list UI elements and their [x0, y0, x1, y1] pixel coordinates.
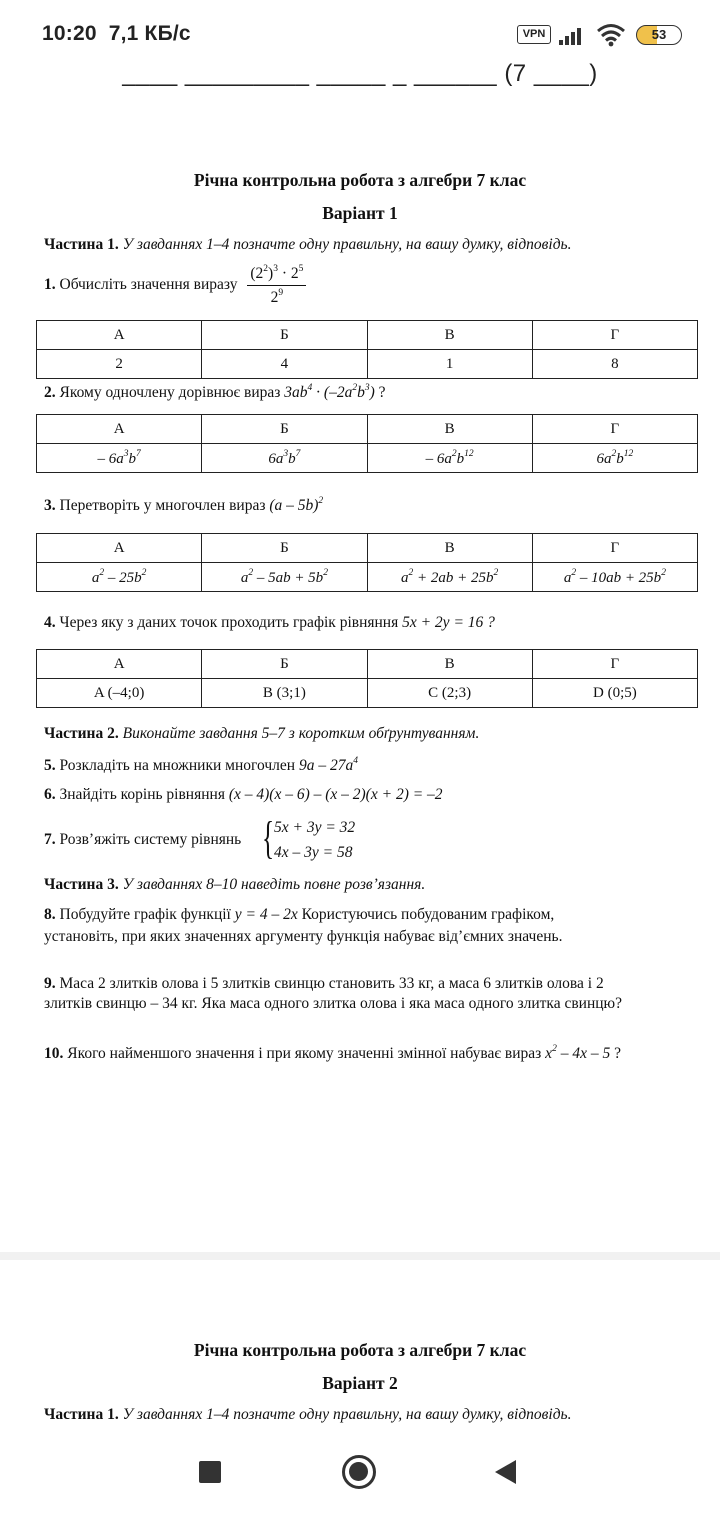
wifi-icon [596, 23, 626, 47]
question-8: 8. Побудуйте графік функції y = 4 – 2x Користуючись побудованим графіком, [44, 906, 555, 923]
table-row: – $6a^3b^7$ $6a^3b^7$ – $6a^2b^{12}$ $6a^2b^{12}$ [37, 444, 698, 473]
table-row: $a^2 - 25b^2$ $a^2 - 5ab + 5b^2$ $a^2 + 2ab + 25b^2$ $a^2 - 10ab + 25b^2$ [37, 563, 698, 592]
question-2: 2. Якому одночлену дорівнює вираз $3ab^4 \cdot (-2a^2b^3)$ ? [44, 383, 386, 401]
table-row: А Б В Г [37, 650, 698, 679]
table-row: А Б В Г [37, 321, 698, 350]
question-4: 4. Через яку з даних точок проходить графік рівняння 5x + 2y = 16 ? [44, 614, 495, 631]
page-divider [0, 1252, 720, 1260]
question-9-cont: злитків свинцю – 34 кг. Яка маса одного злитка олова і яка маса одного злитка свинцю? [44, 995, 623, 1012]
q4-answer-table [36, 649, 698, 708]
part2-heading: Частина 2. Виконайте завдання 5–7 з коротким обґрунтуванням. [44, 725, 480, 742]
q3-answer-table [36, 533, 698, 592]
battery-icon: 53 [636, 25, 682, 45]
page2-part1-heading: Частина 1. У завданнях 1–4 позначте одну правильну, на вашу думку, відповідь. [44, 1406, 572, 1423]
question-10: 10. Якого найменшого значення і при якому значенні змінної набуває вираз $x^2 - 4x - 5$ ? [44, 1044, 621, 1062]
part3-heading: Частина 3. У завданнях 8–10 наведіть повне розв’язання. [44, 876, 426, 893]
recent-apps-button[interactable] [199, 1461, 221, 1483]
part1-heading: Частина 1. У завданнях 1–4 позначте одну правильну, на вашу думку, відповідь. [44, 236, 572, 253]
question-7: 7. Розв’яжіть систему рівнянь [44, 831, 242, 848]
variant-title: Варіант 1 [322, 203, 398, 223]
name-blank-line: ____ _________ _____ _ ______ (7 ____) [122, 60, 598, 87]
navigation-bar [0, 1424, 720, 1520]
question-8-cont: установіть, при яких значеннях аргументу функція набуває від’ємних значень. [44, 928, 563, 945]
clock: 10:20 [42, 22, 97, 45]
page2-variant-title: Варіант 2 [322, 1373, 398, 1393]
question-1: 1. Обчисліть значення виразу $\frac{(2^2)^3 \cdot 2^5}{2^9}$ [44, 264, 306, 307]
page2-title: Річна контрольна робота з алгебри 7 клас [193, 1340, 527, 1360]
table-row: А Б В Г [37, 534, 698, 563]
status-left [42, 22, 203, 46]
back-button[interactable] [495, 1460, 516, 1484]
vpn-icon: VPN [517, 25, 551, 44]
home-button[interactable] [342, 1455, 376, 1489]
network-speed: 7,1 КБ/с [108, 22, 191, 45]
table-row: 2 4 1 8 [37, 350, 698, 379]
signal-icon [558, 24, 586, 46]
question-3: 3. Перетворіть у многочлен вираз (a – 5b)$^2$ [44, 496, 324, 514]
table-row: А Б В Г [37, 415, 698, 444]
question-6: 6. Знайдіть корінь рівняння (x – 4)(x – 6) – (x – 2)(x + 2) = –2 [44, 786, 443, 803]
q1-answer-table [36, 320, 698, 379]
brace-icon: { [262, 812, 275, 863]
table-row: A (–4;0) B (3;1) C (2;3) D (0;5) [37, 679, 698, 708]
q2-answer-table [36, 414, 698, 473]
page-title: Річна контрольна робота з алгебри 7 клас [193, 170, 527, 190]
question-9: 9. Маса 2 злитків олова і 5 злитків свинцю становить 33 кг, а маса 6 злитків олова і 2 [44, 975, 604, 992]
question-5: 5. Розкладіть на множники многочлен $9a - 27a^4$ [44, 756, 358, 774]
q1-fraction: $\frac{(2^2)^3 \cdot 2^5}{2^9}$ [247, 264, 306, 307]
